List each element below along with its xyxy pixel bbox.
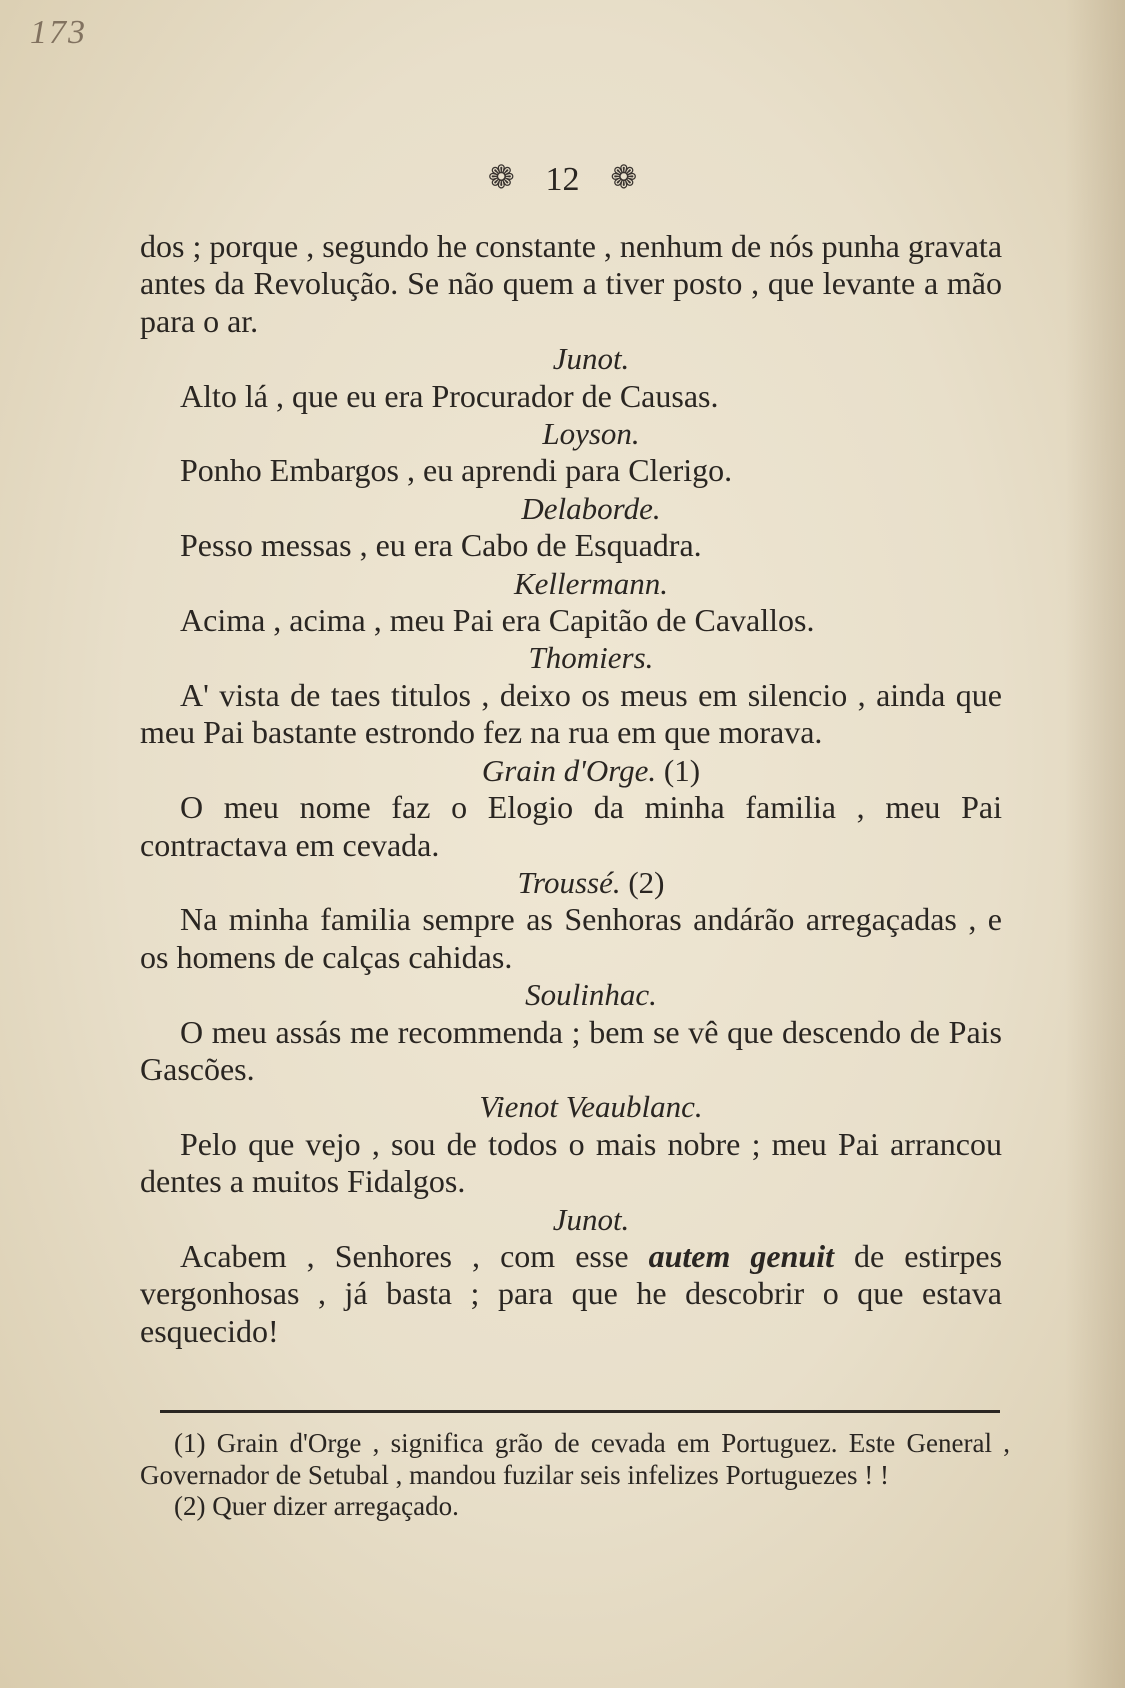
speech-line: O meu assás me recommenda ; bem se vê que descendo de Pais Gascões. xyxy=(140,1013,1002,1087)
page-header xyxy=(0,158,1125,199)
speech-line: Na minha familia sempre as Senhoras andárão arregaçadas , e os homens de calças cahidas. xyxy=(140,901,1002,975)
speaker-name: Soulinhac. xyxy=(525,977,657,1013)
footnote-2: (2) Quer dizer arregaçado. xyxy=(174,1491,459,1521)
speech-line: O meu nome faz o Elogio da minha familia , meu Pai contractava em cevada. xyxy=(140,789,1002,863)
speech-line: Pelo que vejo , sou de todos o mais nobre ; meu Pai arrancou dentes a muitos Fidalgos. xyxy=(140,1125,1002,1200)
speech-text: Acabem , Senhores , com esse xyxy=(180,1237,629,1274)
speaker-name-with-note xyxy=(140,752,1002,789)
footnote-1: (1) Grain d'Orge , significa grão de cevada em Portuguez. Este General , Governador de Setubal , mandou fuzilar seis infelizes Portuguezes ! ! xyxy=(140,1428,1010,1490)
speaker-name: Vienot Veaublanc. xyxy=(479,1089,703,1125)
speaker-name: Junot. xyxy=(552,1201,630,1237)
speech-line: Ponho Embargos , eu aprendi para Clerigo. xyxy=(180,452,733,489)
footnotes xyxy=(140,1428,1010,1523)
speech-line: Acima , acima , meu Pai era Capitão de Cavallos. xyxy=(180,602,815,639)
speaker-name: Kellermann. xyxy=(513,565,669,601)
footnote-ref: (2) xyxy=(628,864,665,900)
speaker-name: Loyson. xyxy=(542,416,640,452)
page-number: 12 xyxy=(545,161,580,198)
speaker-name: Thomiers. xyxy=(528,640,654,676)
latin-phrase: autem genuit xyxy=(648,1237,834,1274)
speaker-name: Junot. xyxy=(552,341,630,377)
footnote-divider xyxy=(160,1410,1000,1413)
flower-ornament-right-icon: ❁ xyxy=(610,158,638,196)
closing-speech xyxy=(140,1238,1002,1350)
speaker-name: Grain d'Orge. xyxy=(481,752,657,788)
page-edge-shading xyxy=(1065,0,1125,1688)
opening-paragraph: dos ; porque , segundo he constante , nenhum de nós punha gravata antes da Revolução. Se não quem a tiver posto , que levante a mão para o ar. xyxy=(140,228,1003,339)
speech-line: A' vista de taes titulos , deixo os meus em silencio , ainda que meu Pai bastante estrondo fez na rua em que morava. xyxy=(140,676,1002,751)
speech-line: Pesso messas , eu era Cabo de Esquadra. xyxy=(180,527,702,564)
speaker-name: Delaborde. xyxy=(521,490,661,526)
speaker-name: Troussé. xyxy=(517,864,621,900)
flower-ornament-left-icon: ❁ xyxy=(487,158,515,196)
speech-line: Alto lá , que eu era Procurador de Causas. xyxy=(180,377,719,414)
footnote-ref: (1) xyxy=(663,752,701,788)
handwritten-corner-mark: 173 xyxy=(30,14,87,51)
speaker-name-with-note xyxy=(140,864,1002,901)
page-body xyxy=(140,228,1002,1350)
speech-text: de estirpes vergonhosas , já basta ; para que he descobrir o que estava esquecido! xyxy=(140,1237,1003,1349)
